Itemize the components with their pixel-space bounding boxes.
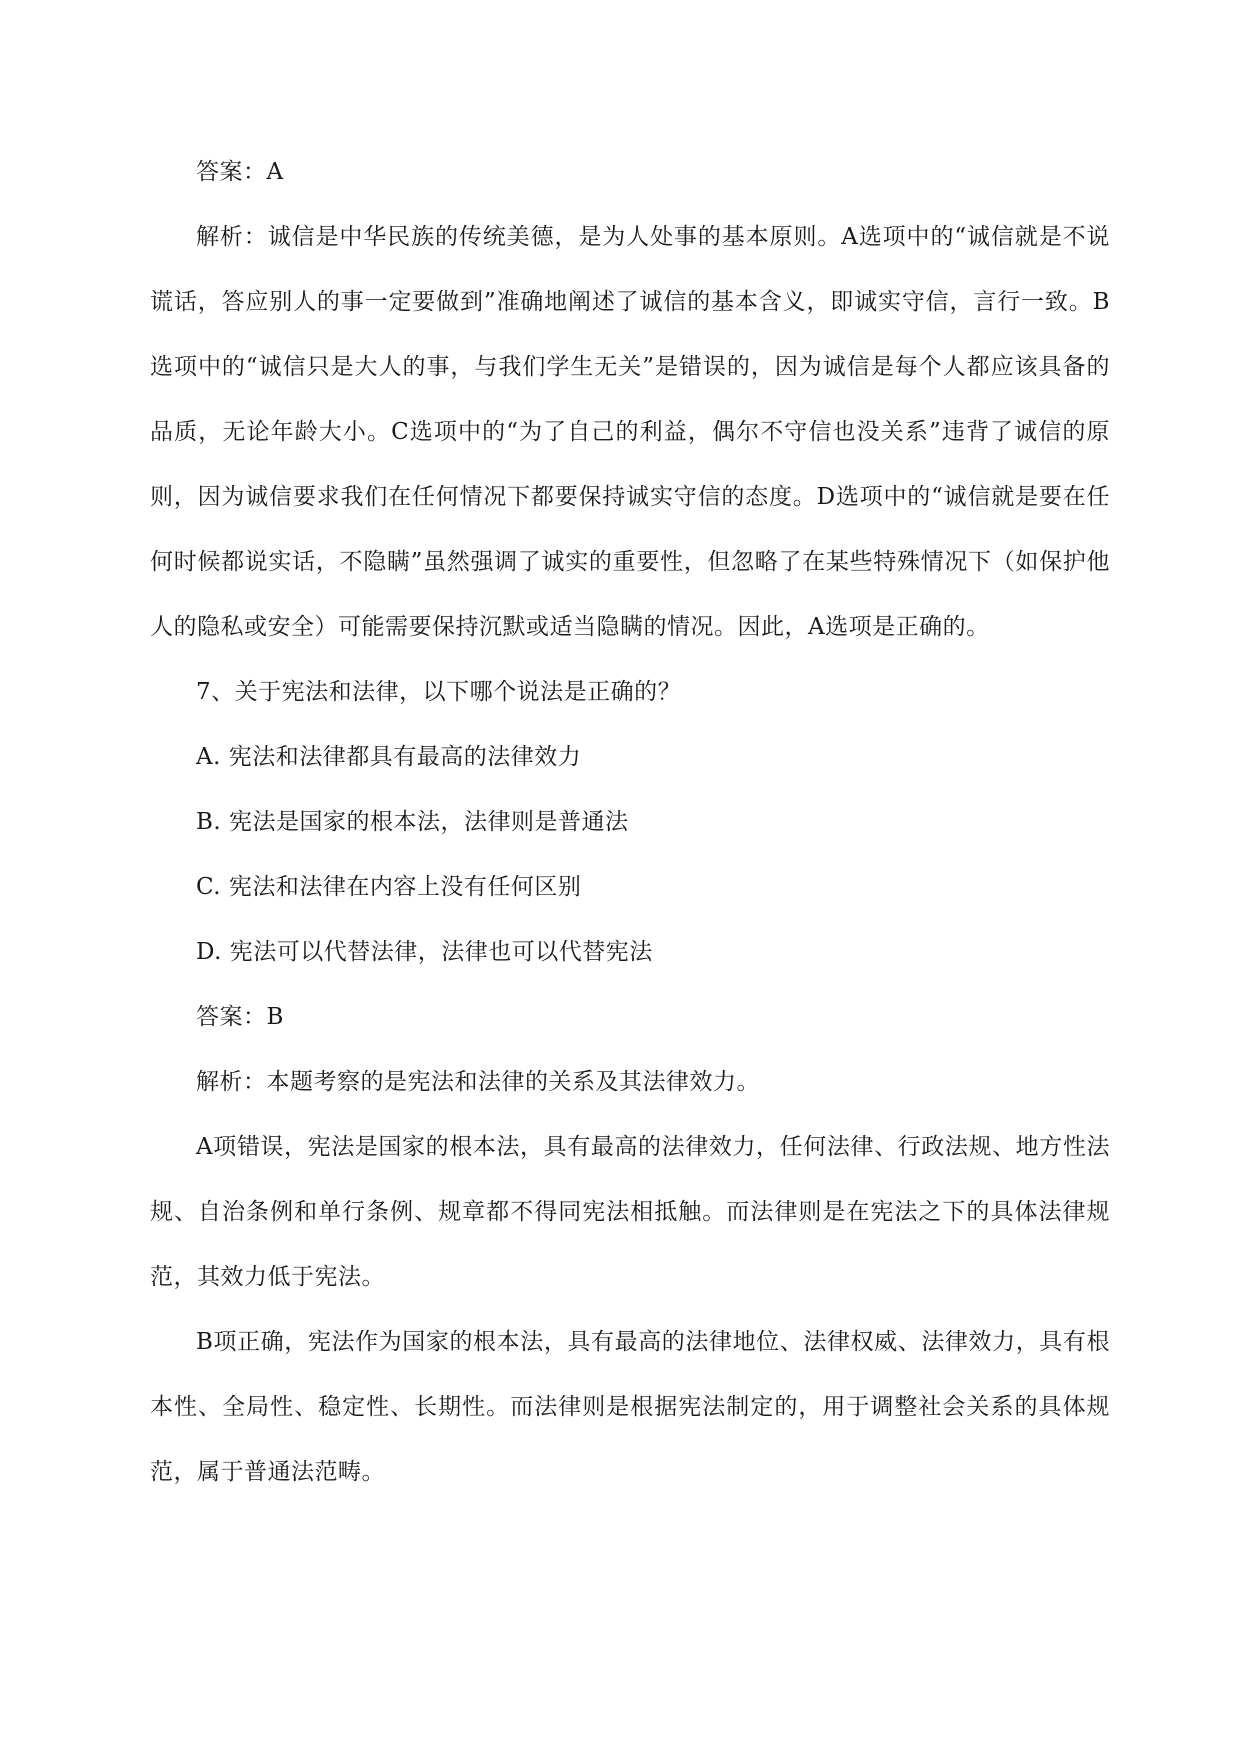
q7-analysis-a: A项错误，宪法是国家的根本法，具有最高的法律效力，任何法律、行政法规、地方性法规、自治条例和单行条例、规章都不得同宪法相抵触。而法律则是在宪法之下的具体法律规范，其效力低于宪法。 (150, 1134, 1110, 1290)
q7-analysis-intro: 解析：本题考察的是宪法和法律的关系及其法律效力。 (196, 1069, 760, 1095)
q7-answer: 答案：B (196, 1004, 284, 1030)
q7-option-b: B. 宪法是国家的根本法，法律则是普通法 (196, 809, 629, 835)
q7-option-a: A. 宪法和法律都具有最高的法律效力 (196, 744, 582, 770)
q6-answer: 答案：A (196, 159, 284, 185)
q7-analysis-b: B项正确，宪法作为国家的根本法，具有最高的法律地位、法律权威、法律效力，具有根本性、全局性、稳定性、长期性。而法律则是根据宪法制定的，用于调整社会关系的具体规范，属于普通法范畴。 (150, 1329, 1110, 1485)
q7-option-c: C. 宪法和法律在内容上没有任何区别 (196, 874, 582, 900)
q6-analysis: 解析：诚信是中华民族的传统美德，是为人处事的基本原则。A选项中的“诚信就是不说谎话，答应别人的事一定要做到”准确地阐述了诚信的基本含义，即诚实守信，言行一致。B选项中的“诚信只是大人的事，与我们学生无关”是错误的，因为诚信是每个人都应该具备的品质，无论年龄大小。C选项中的“为了自己的利益，偶尔不守信也没关系”违背了诚信的原则，因为诚信要求我们在任何情况下都要保持诚实守信的态度。D选项中的“诚信就是要在任何时候都说实话，不隐瞒”虽然强调了诚实的重要性，但忽略了在某些特殊情况下（如保护他人的隐私或安全）可能需要保持沉默或适当隐瞒的情况。因此，A选项是正确的。 (150, 224, 1110, 640)
q7-option-d: D. 宪法可以代替法律，法律也可以代替宪法 (196, 939, 653, 965)
q7-question: 7、关于宪法和法律，以下哪个说法是正确的？ (196, 679, 682, 705)
page-content (150, 140, 1110, 1505)
